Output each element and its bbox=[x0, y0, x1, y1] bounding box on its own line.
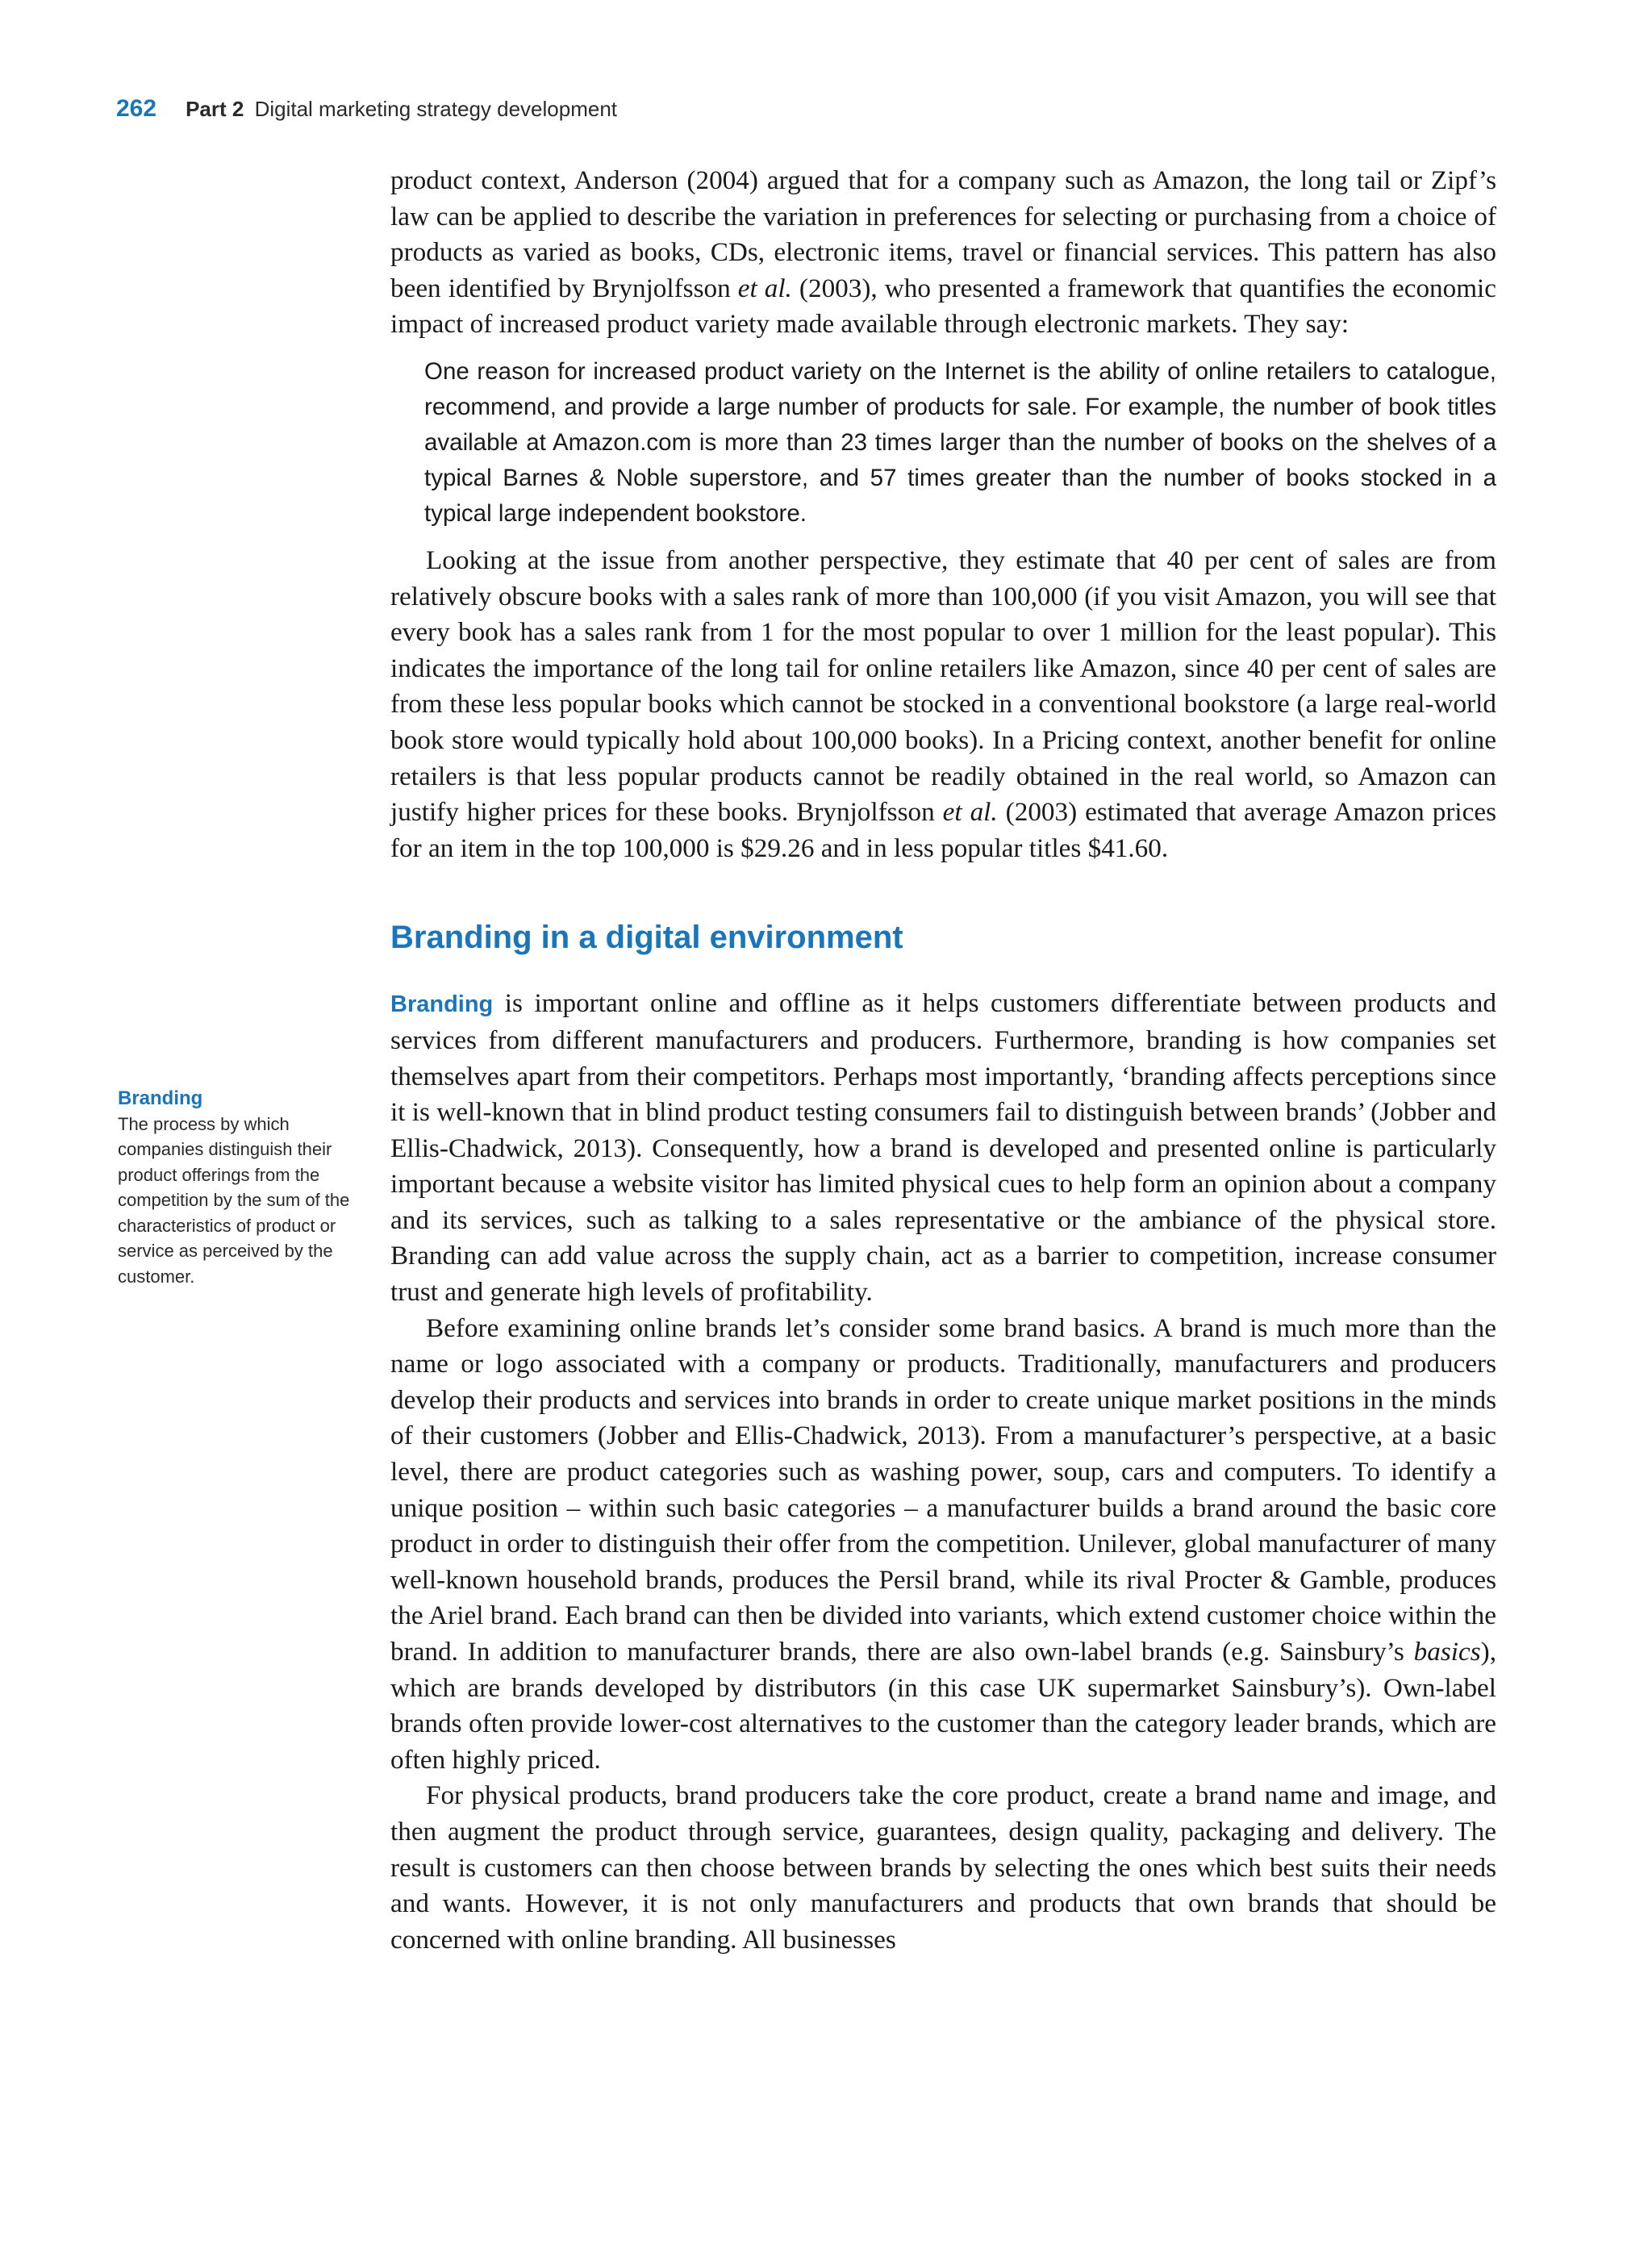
key-term: Branding bbox=[390, 991, 494, 1018]
page-number: 262 bbox=[116, 95, 157, 122]
part-label: Part 2 bbox=[186, 97, 244, 121]
italic-term: basics bbox=[1413, 1637, 1481, 1667]
paragraph-text: product context, Anderson (2004) argued that for a company such as Amazon, the long tail or Zipf’s law can be applied to describe the variation in preferences for selecting or purchasing from a choice of products as varied as books, CDs, electronic items, travel or financial services. This pattern has also been identified by Brynjolfsson bbox=[390, 165, 1496, 303]
paragraph-physical-products: For physical products, brand producers take the core product, create a brand name and image, and then augment the product through service, guarantees, design quality, packaging and delivery. The result is customers can then choose between brands by selecting the ones which best suits their needs and wants. However, it is not only manufacturers and products that own brands that should be concerned with online branding. All businesses bbox=[390, 1780, 1496, 1955]
paragraph-long-tail bbox=[390, 163, 1496, 343]
definition-term: Branding bbox=[118, 1087, 203, 1109]
section-heading: Branding in a digital environment bbox=[390, 920, 903, 956]
citation-et-al: et al. bbox=[942, 797, 998, 828]
main-text-column bbox=[390, 163, 1496, 1958]
paragraph-text: ), which are brands developed by distributors (in this case UK supermarket Sainsbury’s). Own-label brands often provide lower-cost alternatives to the customer than the category leader brands, which are often highly priced. bbox=[390, 1637, 1496, 1775]
paragraph-text: (2003) estimated that average Amazon prices for an item in the top 100,000 is $29.26 and in less popular titles $41.60. bbox=[390, 797, 1497, 863]
quote-text: One reason for increased product variety on the Internet is the ability of online retailers to catalogue, recommend, and provide a large number of products for sale. For example, the number of book titles available at Amazon.com is more than 23 times larger than the number of books on the shelves of a typical Barnes & Noble superstore, and 57 times greater than the number of books stocked in a typical large independent bookstore. bbox=[424, 357, 1496, 527]
paragraph-text: Before examining online brands let’s consider some brand basics. A brand is much more than the name or logo associated with a company or products. Traditionally, manufacturers and producers develop their products and services into brands in order to create unique market positions in the minds of their customers (Jobber and Ellis-Chadwick, 2013). From a manufacturer’s perspective, at a basic level, there are product categories such as washing power, soup, cars and computers. To identify a unique position – within such basic categories – a manufacturer builds a brand around the basic core product in order to distinguish their offer from the competition. Unilever, global manufacturer of many well-known household brands, produces the Persil brand, while its rival Procter & Gamble, produces the Ariel brand. Each brand can then be divided into variants, which extend customer choice within the brand. In addition to manufacturer brands, there are also own-label brands (e.g. Sainsbury’s bbox=[390, 1312, 1496, 1667]
chapter-title: Digital marketing strategy development bbox=[254, 97, 618, 121]
block-quote bbox=[424, 354, 1496, 532]
paragraph-branding-intro bbox=[390, 986, 1496, 1310]
citation-et-al: et al. bbox=[737, 273, 792, 303]
margin-definition bbox=[118, 1086, 360, 1289]
paragraph-sales-rank bbox=[390, 543, 1496, 866]
paragraph-text: is important online and offline as it helps customers differentiate between products and services from different manufacturers and producers. Furthermore, branding is how companies set themselves apart from their competitors. Perhaps most importantly, ‘branding affects perceptions since it is well-known that in blind product testing consumers fail to distinguish between brands’ (Jobber and Ellis-Chadwick, 2013). Consequently, how a brand is developed and presented online is particularly important because a website visitor has limited physical cues to help form an opinion about a company and its services, such as talking to a sales representative or the ambiance of the physical store. Branding can add value across the supply chain, act as a barrier to competition, increase consumer trust and generate high levels of profitability. bbox=[390, 988, 1496, 1308]
definition-text: The process by which companies distinguish their product offerings from the competition by the sum of the characteristics of product or service as perceived by the customer. bbox=[118, 1113, 350, 1287]
paragraph-text: (2003), who presented a framework that quantifies the economic impact of increased product variety made available through electronic markets. They say: bbox=[390, 273, 1496, 340]
paragraph-brand-basics bbox=[390, 1311, 1496, 1779]
paragraph-text: Looking at the issue from another perspective, they estimate that 40 per cent of sales are from relatively obscure books with a sales rank of more than 100,000 (if you visit Amazon, you will see that every book has a sales rank from 1 for the most popular to over 1 million for the least popular). This indicates the importance of the long tail for online retailers like Amazon, since 40 per cent of sales are from these less popular books which cannot be stocked in a conventional bookstore (a large real-world book store would typically hold about 100,000 books). In a Pricing context, another benefit for online retailers is that less popular products cannot be readily obtained in the real world, so Amazon can justify higher prices for these books. Brynjolfsson bbox=[390, 545, 1496, 828]
running-header bbox=[116, 95, 617, 123]
